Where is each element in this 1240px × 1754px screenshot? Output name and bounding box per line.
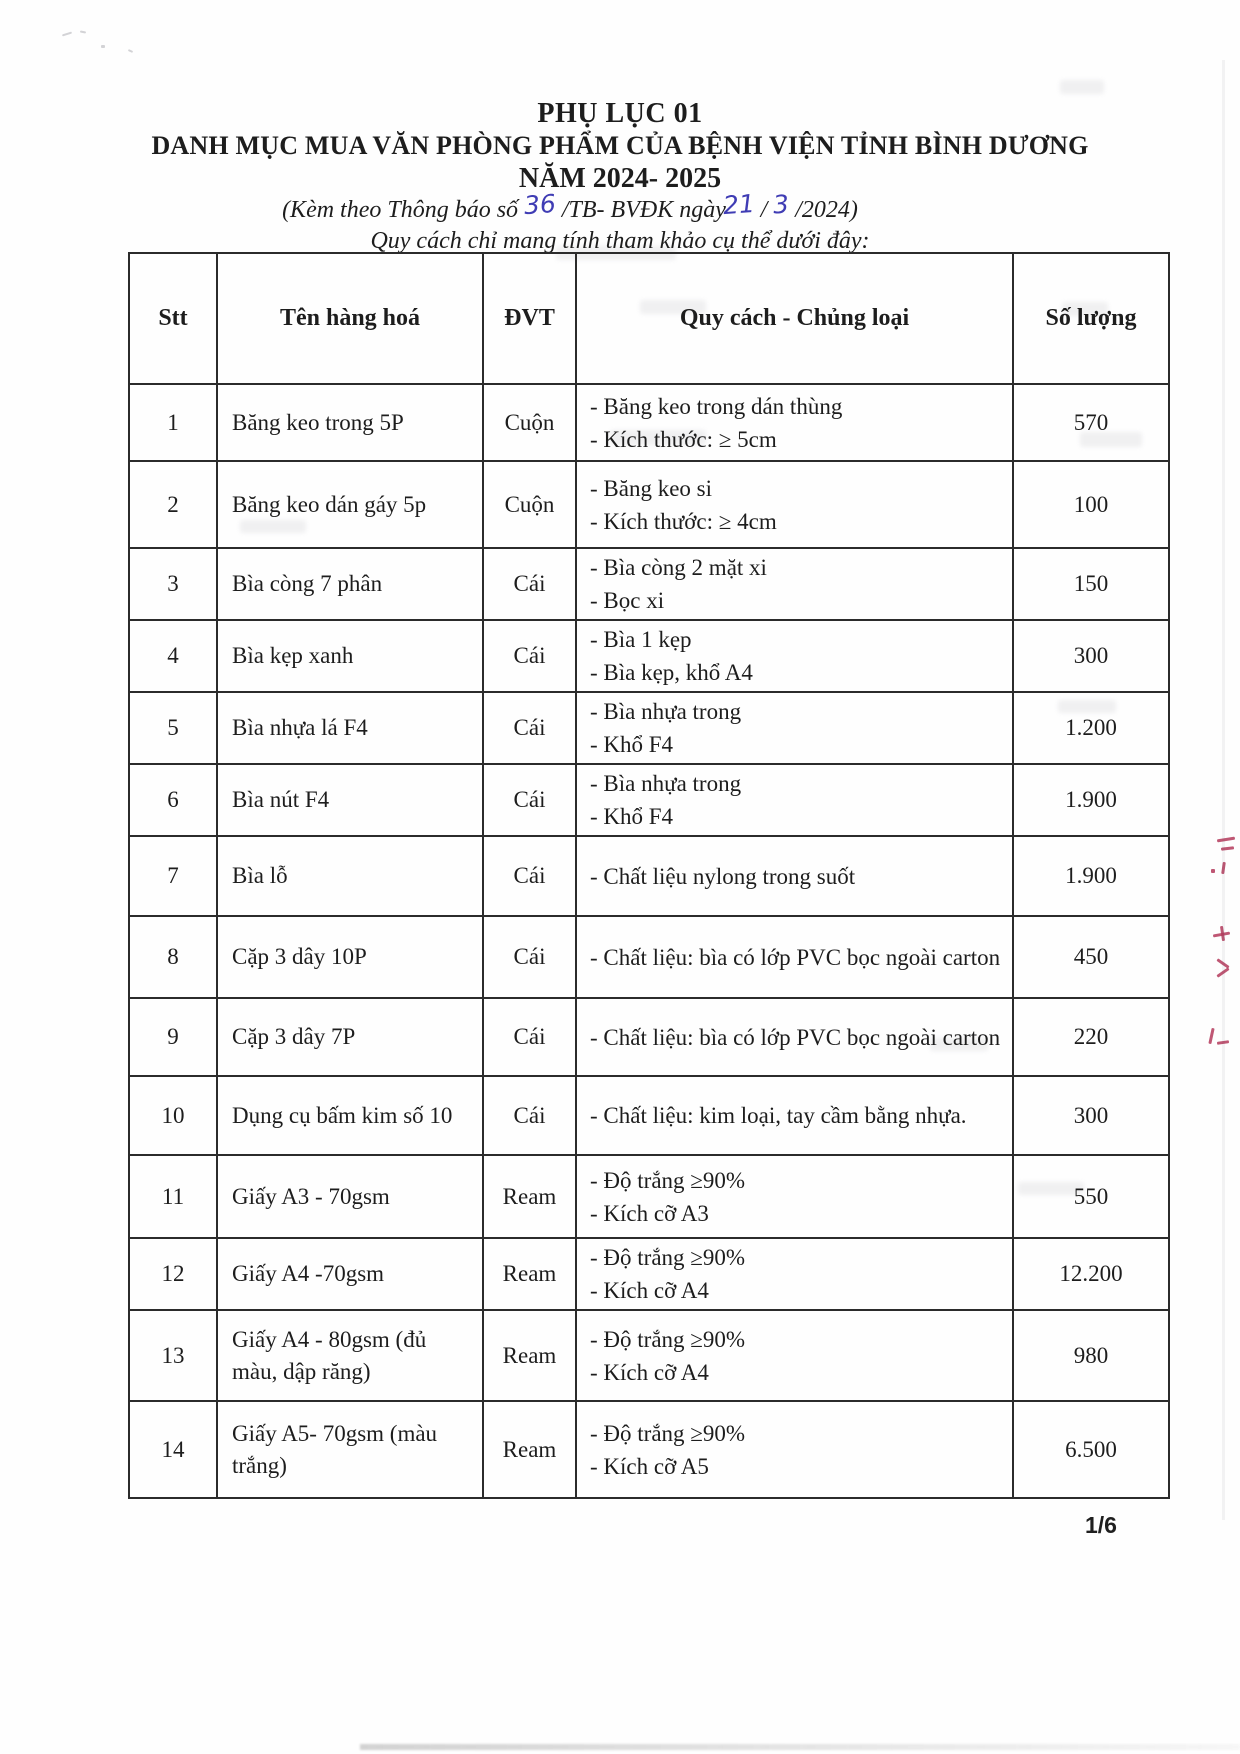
table-row (129, 461, 1169, 548)
row-stt: 10 (129, 1076, 217, 1155)
spec-line: - Băng keo trong dán thùng (590, 393, 843, 419)
spec-line: - Kích cỡ A5 (590, 1453, 709, 1479)
row-name: Bìa còng 7 phân (217, 548, 483, 620)
header-cell-qty: Số lượng (1013, 253, 1169, 384)
row-spec (576, 620, 1013, 692)
row-qty: 980 (1013, 1310, 1169, 1401)
row-qty: 1.900 (1013, 836, 1169, 916)
header-cell-unit: ĐVT (483, 253, 576, 384)
row-name: Dụng cụ bấm kim số 10 (217, 1076, 483, 1155)
spec-line: - Độ trắng ≥90% (590, 1326, 746, 1352)
spec-line: - Bìa 1 kẹp (590, 627, 692, 652)
row-unit: Cuộn (483, 384, 576, 461)
red-pen-mark (1213, 932, 1230, 938)
row-unit: Cái (483, 916, 576, 998)
table-row (129, 998, 1169, 1076)
row-spec (576, 998, 1013, 1076)
spec-line: - Chất liệu: bìa có lớp PVC bọc ngoài carton (590, 1024, 1001, 1050)
row-qty: 570 (1013, 384, 1169, 461)
spec-line: - Bìa nhựa trong (590, 771, 742, 796)
row-name: Bìa kẹp xanh (217, 620, 483, 692)
row-qty: 220 (1013, 998, 1169, 1076)
page-number: 1/6 (1085, 1512, 1117, 1538)
reference-separator: / (760, 197, 768, 223)
reference-middle: /TB- BVĐK ngày (561, 197, 726, 223)
row-qty: 150 (1013, 548, 1169, 620)
row-unit: Ream (483, 1155, 576, 1238)
pencil-mark (128, 49, 133, 53)
header-cell-spec: Quy cách - Chủng loại (576, 253, 1013, 384)
row-stt: 9 (129, 998, 217, 1076)
spec-line: - Băng keo si (590, 475, 713, 501)
row-unit: Cái (483, 836, 576, 916)
row-spec (576, 1401, 1013, 1498)
table-row (129, 1076, 1169, 1155)
handwritten-month: 3 (772, 189, 791, 220)
note-line: Quy cách chỉ mang tính tham khảo cụ thể dưới đây: (370, 228, 870, 254)
row-name: Bìa nhựa lá F4 (217, 692, 483, 764)
spec-line: - Độ trắng ≥90% (590, 1420, 746, 1446)
row-spec (576, 692, 1013, 764)
table-row (129, 836, 1169, 916)
row-spec (576, 384, 1013, 461)
table-row (129, 764, 1169, 836)
row-stt: 1 (129, 384, 217, 461)
row-name: Băng keo trong 5P (217, 384, 483, 461)
row-unit: Cái (483, 620, 576, 692)
spec-line: - Bìa kẹp, khổ A4 (590, 660, 753, 685)
row-qty: 1.200 (1013, 692, 1169, 764)
row-name: Bìa nút F4 (217, 764, 483, 836)
red-pen-mark (1221, 862, 1226, 874)
row-spec (576, 548, 1013, 620)
spec-line: - Bọc xi (590, 588, 665, 613)
row-stt: 3 (129, 548, 217, 620)
red-pen-mark (1208, 1028, 1214, 1044)
row-stt: 11 (129, 1155, 217, 1238)
table-row (129, 1155, 1169, 1238)
row-name: Giấy A5- 70gsm (màu trắng) (217, 1401, 483, 1498)
row-qty: 100 (1013, 461, 1169, 548)
row-stt: 12 (129, 1238, 217, 1310)
row-qty: 300 (1013, 620, 1169, 692)
row-stt: 13 (129, 1310, 217, 1401)
red-pen-mark (1221, 846, 1234, 850)
row-unit: Ream (483, 1310, 576, 1401)
pencil-mark (80, 30, 86, 33)
spec-line: - Kích thước: ≥ 4cm (590, 508, 777, 534)
header-cell-name: Tên hàng hoá (217, 253, 483, 384)
spec-line: - Độ trắng ≥90% (590, 1167, 746, 1193)
row-unit: Cái (483, 548, 576, 620)
table-row (129, 1310, 1169, 1401)
row-spec (576, 916, 1013, 998)
spec-line: - Kích thước: ≥ 5cm (590, 426, 777, 452)
spec-line: - Kích cỡ A4 (590, 1278, 709, 1303)
table-row (129, 692, 1169, 764)
row-spec (576, 764, 1013, 836)
table-row (129, 548, 1169, 620)
row-name: Giấy A3 - 70gsm (217, 1155, 483, 1238)
spec-line: - Chất liệu: bìa có lớp PVC bọc ngoài carton (590, 944, 1001, 970)
row-qty: 300 (1013, 1076, 1169, 1155)
reference-suffix: /2024) (795, 197, 858, 223)
red-pen-mark (1217, 837, 1235, 843)
row-spec (576, 1076, 1013, 1155)
row-name: Cặp 3 dây 10P (217, 916, 483, 998)
year-line: NĂM 2024- 2025 (518, 163, 722, 194)
row-unit: Cuộn (483, 461, 576, 548)
table-header-row (129, 253, 1169, 384)
row-name: Giấy A4 -70gsm (217, 1238, 483, 1310)
appendix-title: PHỤ LỤC 01 (537, 98, 703, 129)
spec-line: - Bìa còng 2 mặt xi (590, 555, 767, 580)
spec-line: - Kích cỡ A4 (590, 1359, 709, 1385)
pencil-mark (101, 45, 105, 48)
red-pen-mark (1217, 1040, 1229, 1045)
row-unit: Cái (483, 998, 576, 1076)
table-row (129, 1401, 1169, 1498)
spec-line: - Chất liệu: kim loại, tay cầm bằng nhựa. (590, 1103, 967, 1128)
spec-line: - Chất liệu nylong trong suốt (590, 863, 856, 889)
spec-line: - Khổ F4 (590, 732, 674, 757)
row-unit: Cái (483, 1076, 576, 1155)
row-name: Giấy A4 - 80gsm (đủ màu, dập răng) (217, 1310, 483, 1401)
table-row (129, 916, 1169, 998)
handwritten-day: 21 (721, 188, 756, 221)
row-stt: 2 (129, 461, 217, 548)
row-stt: 5 (129, 692, 217, 764)
row-stt: 7 (129, 836, 217, 916)
scan-bottom-shadow (360, 1744, 1240, 1750)
row-qty: 550 (1013, 1155, 1169, 1238)
pencil-mark (62, 32, 72, 37)
row-spec (576, 1310, 1013, 1401)
row-qty: 450 (1013, 916, 1169, 998)
row-stt: 4 (129, 620, 217, 692)
row-spec (576, 1238, 1013, 1310)
header-cell-stt: Stt (129, 253, 217, 384)
scan-bleed-artifact (1060, 80, 1104, 94)
table-row (129, 620, 1169, 692)
row-name: Bìa lỗ (217, 836, 483, 916)
red-pen-mark (1216, 967, 1229, 977)
reference-prefix: (Kèm theo Thông báo số (282, 197, 519, 223)
row-stt: 6 (129, 764, 217, 836)
table-body (129, 384, 1169, 1498)
handwritten-doc-number: 36 (523, 188, 557, 221)
items-table (128, 252, 1170, 1499)
red-pen-mark (1216, 958, 1229, 968)
row-name: Băng keo dán gáy 5p (217, 461, 483, 548)
row-spec (576, 461, 1013, 548)
row-qty: 12.200 (1013, 1238, 1169, 1310)
spec-line: - Kích cỡ A3 (590, 1200, 709, 1226)
row-unit: Ream (483, 1238, 576, 1310)
red-pen-mark (1220, 926, 1225, 941)
row-unit: Cái (483, 692, 576, 764)
row-qty: 1.900 (1013, 764, 1169, 836)
row-spec (576, 836, 1013, 916)
row-stt: 8 (129, 916, 217, 998)
document-title: DANH MỤC MUA VĂN PHÒNG PHẨM CỦA BỆNH VIỆN TỈNH BÌNH DƯƠNG (151, 131, 1089, 160)
row-stt: 14 (129, 1401, 217, 1498)
scan-edge-shadow (1222, 60, 1225, 1520)
table-row (129, 1238, 1169, 1310)
table-row (129, 384, 1169, 461)
spec-line: - Bìa nhựa trong (590, 699, 742, 724)
row-unit: Cái (483, 764, 576, 836)
red-pen-mark (1211, 869, 1215, 873)
spec-line: - Khổ F4 (590, 804, 674, 829)
row-spec (576, 1155, 1013, 1238)
reference-line (0, 188, 1140, 224)
spec-line: - Độ trắng ≥90% (590, 1245, 746, 1270)
row-name: Cặp 3 dây 7P (217, 998, 483, 1076)
row-unit: Ream (483, 1401, 576, 1498)
row-qty: 6.500 (1013, 1401, 1169, 1498)
